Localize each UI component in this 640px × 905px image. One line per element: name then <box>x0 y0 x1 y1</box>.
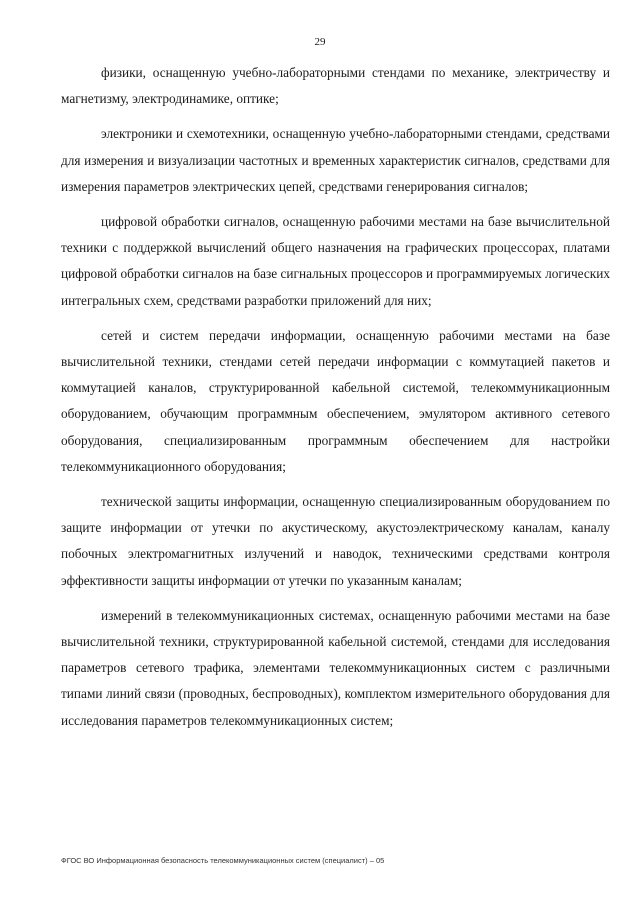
paragraph-infosec-lab: технической защиты информации, оснащенную специализированным оборудованием по защите информации от утечки по акустическому, акустоэлектрическому каналам, каналу побочных электромагнитных излучений и наводок, техническими средствами контроля эффективности защиты информации от утечки по указанным каналам; <box>61 494 610 588</box>
paragraph-networks-lab: сетей и систем передачи информации, оснащенную рабочими местами на базе вычислительной техники, стендами сетей передачи информации с коммутацией пакетов и коммутацией каналов, структурированной кабельной системой, телекоммуникационным оборудованием, обучающим программным обеспечением, эмулятором активного сетевого оборудования, специализированным программным обеспечением для настройки телекоммуникационного оборудования; <box>61 327 610 474</box>
paragraph-dsp-lab: цифровой обработки сигналов, оснащенную рабочими местами на базе вычислительной техники с поддержкой вычислений общего назначения на графических процессорах, платами цифровой обработки сигналов на базе сигнальных процессоров и программируемых логических интегральных схем, средствами разработки приложений для них; <box>61 214 610 308</box>
page-number: 29 <box>314 36 326 48</box>
paragraph-electronics-lab: электроники и схемотехники, оснащенную учебно-лабораторными стендами, средствами для измерения и визуализации частотных и временных характеристик сигналов, средствами для измерения параметров электрических цепей, средствами генерирования сигналов; <box>61 126 610 194</box>
paragraph-physics-lab: физики, оснащенную учебно-лабораторными стендами по механике, электричеству и магнетизму, электродинамике, оптике; <box>61 65 610 107</box>
page-footer: ФГОС ВО Информационная безопасность телекоммуникационных систем (специалист) – 05 <box>61 856 385 865</box>
document-body <box>61 60 610 743</box>
paragraph-measurements-lab: измерений в телекоммуникационных системах, оснащенную рабочими местами на базе вычислительной техники, структурированной кабельной системой, стендами для исследования параметров сетевого трафика, элементами телекоммуникационных систем с различными типами линий связи (проводных, беспроводных), комплектом измерительного оборудования для исследования параметров телекоммуникационных систем; <box>61 607 610 728</box>
